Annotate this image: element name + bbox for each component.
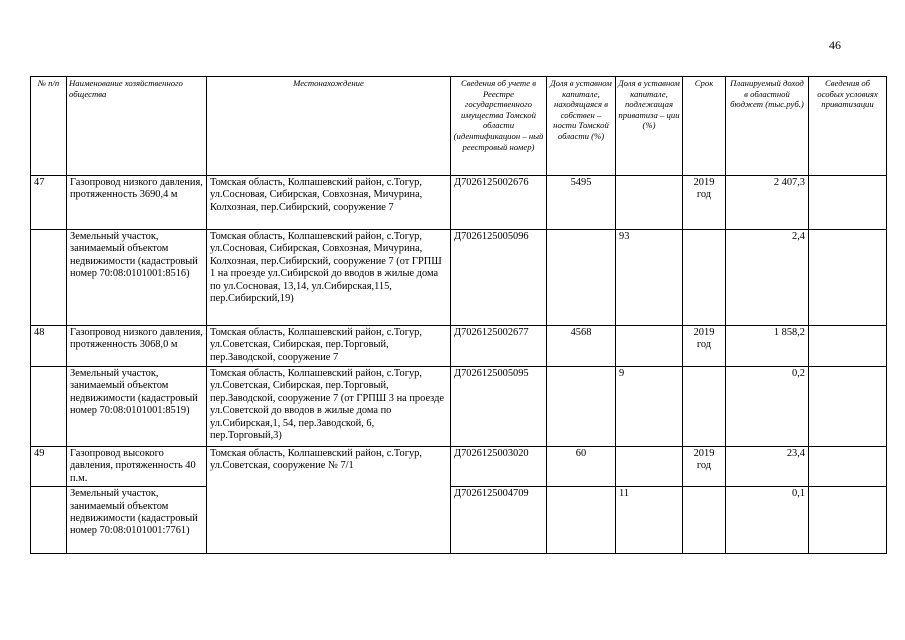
planned-income: 2 407,3 [726,176,809,230]
special-conditions [809,176,887,230]
share-owned [547,487,616,554]
special-conditions [809,447,887,487]
table-header-row [31,77,887,176]
special-conditions [809,487,887,554]
object-name: Земельный участок, занимаемый объектом недвижимости (кадастровый номер 70:08:0101001:8519) [67,367,207,447]
row-num: 49 [31,447,67,487]
registry-number: Д7026125003020 [451,447,547,487]
page-number: 46 [829,38,841,52]
registry-number: Д7026125002677 [451,326,547,367]
share-privatized: 93 [616,230,683,326]
planned-income: 2,4 [726,230,809,326]
share-privatized [616,176,683,230]
privatization-table [30,76,887,554]
object-location: Томская область, Колпашевский район, с.Тогур, ул.Сосновая, Сибирская, Совхозная, Мичурина, Колхозная, пер.Сибирский, сооружение 7 (от ГРПШ 1 на проезде ул.Сибирской до вводов в жилые дома по ул.Сосновая, 13,14, ул.Сибирская,115, пер.Сибирский,19) [207,230,451,326]
table-row [31,447,887,487]
object-name: Газопровод низкого давления, протяженность 3068,0 м [67,326,207,367]
share-owned [547,230,616,326]
object-location: Томская область, Колпашевский район, с.Тогур, ул.Сосновая, Сибирская, Совхозная, Мичурина, Колхозная, пер.Сибирский, сооружение 7 [207,176,451,230]
header-registry: Сведения об учете в Реестре государственного имущества Томской области (идентификацион – ный реестровый номер) [451,77,547,176]
term [683,230,726,326]
share-privatized [616,447,683,487]
header-conditions: Сведения об особых условиях приватизации [809,77,887,176]
term: 2019 год [683,326,726,367]
planned-income: 0,1 [726,487,809,554]
row-num [31,367,67,447]
header-share-owned: Доля в уставном капитале, находящаяся в собствен – ности Томской области (%) [547,77,616,176]
term: 2019 год [683,176,726,230]
row-num [31,230,67,326]
object-location: Томская область, Колпашевский район, с.Тогур, ул.Советская, сооружение № 7/1 [207,447,451,554]
object-location: Томская область, Колпашевский район, с.Тогур, ул.Советская, Сибирская, пер.Торговый, пер.Заводской, сооружение 7 (от ГРПШ 3 на проезде ул.Советской до вводов в жилые дома по ул.Сибирская,1, 54, пер.Заводской, 6, пер.Торговый,3) [207,367,451,447]
registry-number: Д7026125005095 [451,367,547,447]
term: 2019 год [683,447,726,487]
object-name: Земельный участок, занимаемый объектом недвижимости (кадастровый номер 70:08:0101001:8516) [67,230,207,326]
planned-income: 1 858,2 [726,326,809,367]
table-row [31,367,887,447]
share-owned [547,367,616,447]
planned-income: 0,2 [726,367,809,447]
special-conditions [809,230,887,326]
planned-income: 23,4 [726,447,809,487]
term [683,487,726,554]
table-row [31,326,887,367]
header-income: Планируемый доход в областной бюджет (тыс.руб.) [726,77,809,176]
share-privatized [616,326,683,367]
row-num [31,487,67,554]
header-location: Местонахождение [207,77,451,176]
table-row [31,230,887,326]
header-share-privatized: Доля в уставном капитале, подлежащая приватиза – ции (%) [616,77,683,176]
share-privatized: 9 [616,367,683,447]
header-term: Срок [683,77,726,176]
object-name: Земельный участок, занимаемый объектом недвижимости (кадастровый номер 70:08:0101001:7761) [67,487,207,554]
table-row [31,487,887,554]
share-privatized: 11 [616,487,683,554]
term [683,367,726,447]
row-num: 48 [31,326,67,367]
registry-number: Д7026125004709 [451,487,547,554]
registry-number: Д7026125002676 [451,176,547,230]
object-name: Газопровод низкого давления, протяженность 3690,4 м [67,176,207,230]
share-owned: 4568 [547,326,616,367]
share-owned: 60 [547,447,616,487]
object-name: Газопровод высокого давления, протяженность 40 п.м. [67,447,207,487]
special-conditions [809,326,887,367]
special-conditions [809,367,887,447]
object-location: Томская область, Колпашевский район, с.Тогур, ул.Советская, Сибирская, пер.Торговый, пер.Заводской, сооружение 7 [207,326,451,367]
registry-number: Д7026125005096 [451,230,547,326]
header-num: № п/п [31,77,67,176]
table-row [31,176,887,230]
share-owned: 5495 [547,176,616,230]
row-num: 47 [31,176,67,230]
header-name: Наименование хозяйственного общества [67,77,207,176]
